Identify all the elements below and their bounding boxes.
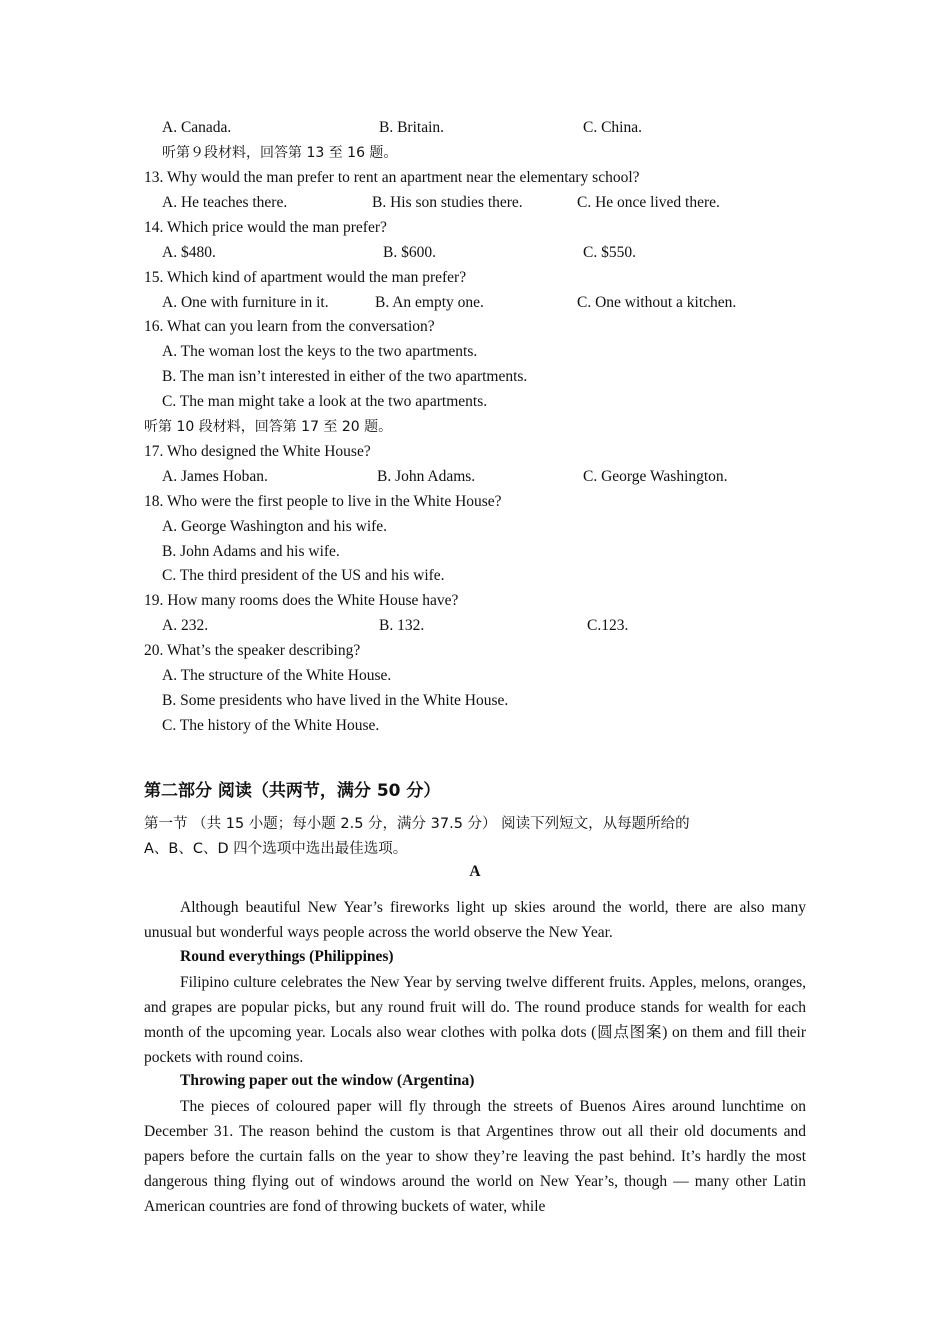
question-stem: 17. Who designed the White House? bbox=[144, 443, 371, 460]
paragraph-text: Filipino culture celebrates the New Year by serving twelve different fruits. Apples, melons, oranges, and grapes are popular picks, but any round fruit will do. The round produce stands for wealth for each month of the upcoming year. Locals also wear clothes with polka dots (圆点图案) on them and fill their pockets with round coins. bbox=[144, 974, 806, 1066]
paragraph-text: The pieces of coloured paper will fly through the streets of Buenos Aires around lunchtime on December 31. The reason behind the custom is that Argentines throw out all their old documents and papers before the curtain falls on the year to show they’re leaving the past behind. It’s hardly the most dangerous thing flying out of windows around the world on New Year’s, though — many other Latin American countries are fond of throwing buckets of water, while bbox=[144, 1098, 806, 1215]
option: C. The history of the White House. bbox=[162, 717, 380, 734]
option: B. Britain. bbox=[379, 119, 445, 136]
section-instruction: 听第 10 段材料，回答第 17 至 20 题。 bbox=[144, 419, 393, 435]
paragraph bbox=[144, 1095, 806, 1220]
question-stem: 16. What can you learn from the conversation? bbox=[144, 318, 435, 335]
section-description: A、B、C、D 四个选项中选出最佳选项。 bbox=[144, 841, 408, 857]
section-description: 第一节 （共 15 小题；每小题 2.5 分，满分 37.5 分） 阅读下列短文，从每题所给的 bbox=[144, 816, 690, 832]
option: A. One with furniture in it. bbox=[162, 294, 329, 311]
option: C. The third president of the US and his wife. bbox=[162, 567, 445, 584]
option: A. $480. bbox=[162, 244, 216, 261]
option: A. The structure of the White House. bbox=[162, 667, 392, 684]
option: C. One without a kitchen. bbox=[577, 294, 737, 311]
question-stem: 18. Who were the first people to live in the White House? bbox=[144, 493, 502, 510]
option: A. James Hoban. bbox=[162, 468, 268, 485]
option: B. His son studies there. bbox=[372, 194, 523, 211]
paragraph bbox=[144, 971, 806, 1071]
section-instruction: 听第９段材料，回答第 13 至 16 题。 bbox=[162, 145, 398, 161]
option: C. $550. bbox=[583, 244, 636, 261]
option: C. He once lived there. bbox=[577, 194, 720, 211]
subheading: Throwing paper out the window (Argentina) bbox=[180, 1072, 475, 1089]
option: A. 232. bbox=[162, 617, 209, 634]
option: C.123. bbox=[587, 617, 629, 634]
option: C. George Washington. bbox=[583, 468, 728, 485]
section-title: 第二部分 阅读（共两节，满分 50 分） bbox=[144, 781, 441, 801]
option: B. John Adams. bbox=[377, 468, 476, 485]
passage-label: A bbox=[469, 863, 481, 880]
option: B. 132. bbox=[379, 617, 425, 634]
option: B. The man isn’t interested in either of the two apartments. bbox=[162, 368, 528, 385]
option: B. An empty one. bbox=[375, 294, 484, 311]
option: C. China. bbox=[583, 119, 642, 136]
subheading: Round everythings (Philippines) bbox=[180, 948, 394, 965]
option: A. George Washington and his wife. bbox=[162, 518, 388, 535]
paragraph bbox=[144, 896, 806, 946]
option: C. The man might take a look at the two apartments. bbox=[162, 393, 488, 410]
option: A. He teaches there. bbox=[162, 194, 288, 211]
question-stem: 19. How many rooms does the White House have? bbox=[144, 592, 459, 609]
question-stem: 20. What’s the speaker describing? bbox=[144, 642, 361, 659]
option: B. $600. bbox=[383, 244, 436, 261]
question-stem: 13. Why would the man prefer to rent an apartment near the elementary school? bbox=[144, 169, 640, 186]
question-stem: 15. Which kind of apartment would the man prefer? bbox=[144, 269, 467, 286]
option: B. Some presidents who have lived in the White House. bbox=[162, 692, 509, 709]
option: A. Canada. bbox=[162, 119, 232, 136]
question-stem: 14. Which price would the man prefer? bbox=[144, 219, 387, 236]
paragraph-text: Although beautiful New Year’s fireworks light up skies around the world, there are also many unusual but wonderful ways people across the world observe the New Year. bbox=[144, 899, 806, 941]
option: B. John Adams and his wife. bbox=[162, 543, 340, 560]
option: A. The woman lost the keys to the two apartments. bbox=[162, 343, 478, 360]
